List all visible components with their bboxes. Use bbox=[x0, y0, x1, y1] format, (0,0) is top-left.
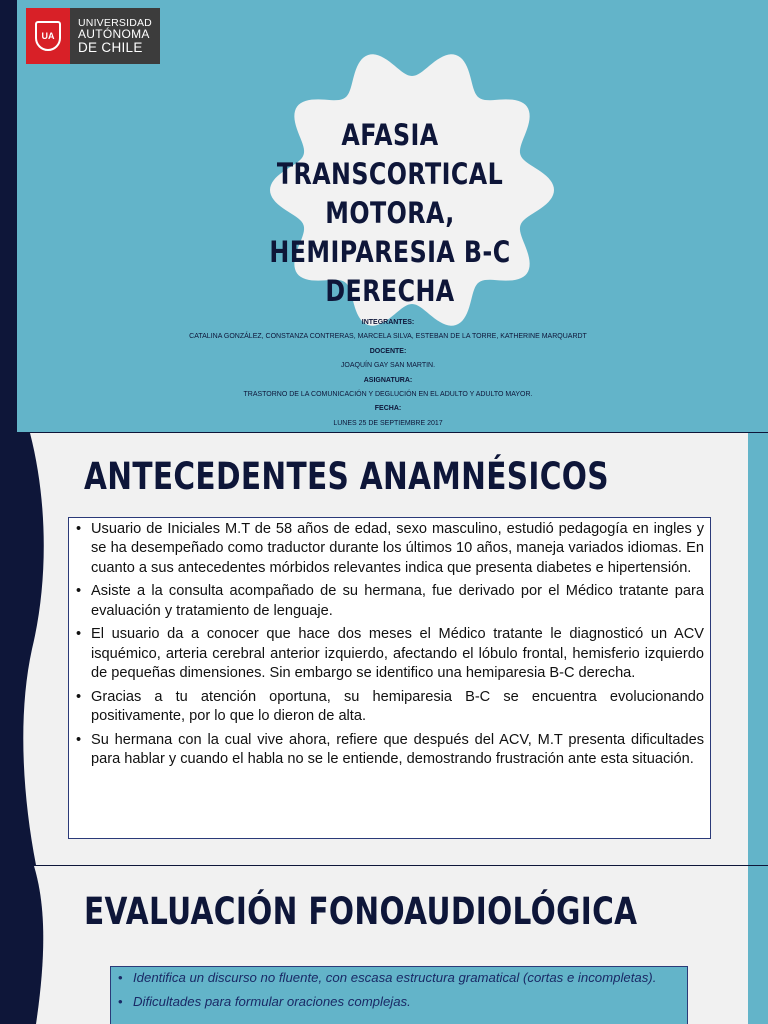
docente-label: DOCENTE: bbox=[369, 347, 407, 355]
list-item: • Usuario de Iniciales M.T de 58 años de edad, sexo masculino, estudió pedagogía en ingles y se ha desempeñado como traductor durante los últimos 10 años, maneja variados idiomas. En cuanto a sus antecedentes mórbidos relevantes indica que presenta diabetes e hipertensión. bbox=[75, 520, 704, 578]
university-seal-icon bbox=[26, 8, 70, 64]
list-item: • El usuario da a conocer que hace dos meses el Médico tratante le diagnosticó un ACV isquémico, arteria cerebral anterior izquierdo, afectando el lóbulo frontal, hemisferio izquierdo de pequeñas dimensiones. Sin embargo se identifico una hemiparesia B-C derecha. bbox=[75, 625, 704, 683]
university-wordmark bbox=[70, 18, 152, 55]
seal-text: UA bbox=[35, 21, 61, 51]
left-accent-bar bbox=[0, 0, 17, 432]
list-item: • Su hermana con la cual vive ahora, refiere que después del ACV, M.T presenta dificultades para hablar y cuando el habla no se le entiende, demostrando frustración ante esta situación. bbox=[75, 731, 704, 770]
list-item: • Dificultades para formular oraciones complejas. bbox=[117, 993, 681, 1011]
left-wave-decoration bbox=[0, 433, 50, 865]
fecha-label: FECHA: bbox=[374, 405, 402, 413]
left-wave-decoration bbox=[0, 866, 50, 1024]
logo-line-1: UNIVERSIDAD bbox=[78, 16, 152, 29]
presentation-title bbox=[234, 116, 546, 311]
right-accent-bar bbox=[748, 433, 768, 865]
fecha-value: LUNES 25 DE SEPTIEMBRE 2017 bbox=[333, 419, 443, 427]
title-line-4: DERECHA bbox=[325, 274, 455, 308]
slide-heading: EVALUACIÓN FONOAUDIOLÓGICA bbox=[84, 890, 638, 933]
right-accent-bar bbox=[748, 866, 768, 1024]
slide-heading: ANTECEDENTES ANAMNÉSICOS bbox=[84, 455, 609, 498]
docente-value: JOAQUÍN GAY SAN MARTIN. bbox=[340, 362, 436, 370]
evaluacion-slide bbox=[0, 866, 768, 1024]
asignatura-label: ASIGNATURA: bbox=[363, 376, 413, 384]
integrantes-label: INTEGRANTES: bbox=[361, 319, 415, 326]
title-line-3: HEMIPARESIA B-C bbox=[269, 235, 511, 269]
antecedentes-slide bbox=[0, 433, 768, 865]
list-item: • Gracias a tu atención oportuna, su hemiparesia B-C se encuentra evolucionando positivamente, por lo que lo dieron de alta. bbox=[75, 688, 704, 727]
logo-line-3: DE CHILE bbox=[78, 39, 143, 55]
antecedentes-content-box bbox=[68, 517, 711, 839]
list-item: • Identifica un discurso no fluente, con escasa estructura gramatical (cortas e incompletas). bbox=[117, 969, 681, 987]
title-line-2: MOTORA, bbox=[325, 196, 455, 230]
title-slide bbox=[0, 0, 768, 432]
list-item: • Asiste a la consulta acompañado de su hermana, fue derivado por el Médico tratante para evaluación y tratamiento de lenguaje. bbox=[75, 582, 704, 621]
evaluacion-bullet-list bbox=[117, 969, 681, 1011]
asignatura-value: TRASTORNO DE LA COMUNICACIÓN Y DEGLUCIÓN EN EL ADULTO Y ADULTO MAYOR. bbox=[243, 391, 533, 399]
university-logo bbox=[26, 8, 160, 64]
antecedentes-bullet-list bbox=[75, 520, 704, 770]
title-line-1: AFASIA TRANSCORTICAL bbox=[276, 118, 504, 191]
evaluacion-content-box bbox=[110, 966, 688, 1024]
integrantes-value: CATALINA GONZÁLEZ, CONSTANZA CONTRERAS, MARCELA SILVA, ESTEBAN DE LA TORRE, KATHERINE MARQUARDT bbox=[189, 333, 587, 341]
presentation-credits bbox=[120, 316, 656, 431]
logo-line-2: AUTÓNOMA bbox=[78, 27, 150, 42]
